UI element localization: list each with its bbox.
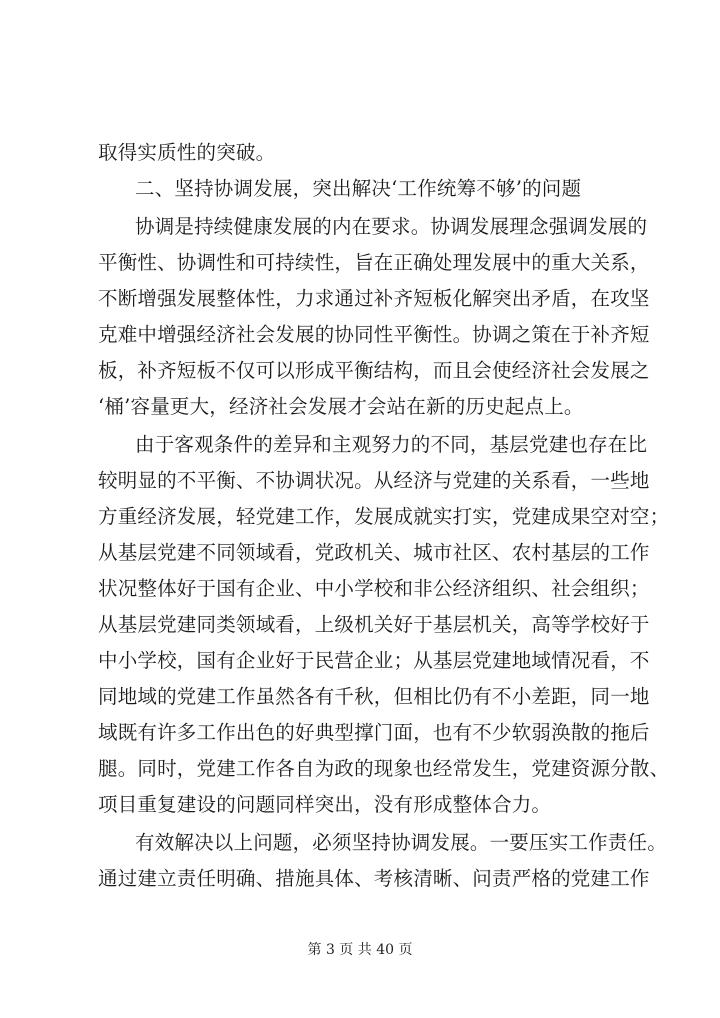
text-line: 通过建立责任明确、措施具体、考核清晰、问责严格的党建工作 — [98, 867, 650, 890]
text-line: ‘桶’容量更大，经济社会发展才会站在新的历史起点上。 — [98, 395, 584, 418]
text-line: 由于客观条件的差异和主观努力的不同，基层党建也存在比 — [135, 433, 648, 456]
section-heading: 二、坚持协调发展，突出解决‘工作统筹不够’的问题 — [135, 177, 582, 200]
text-line: 取得实质性的突破。 — [98, 141, 276, 164]
text-line: 方重经济发展，轻党建工作，发展成就实打实，党建成果空对空； — [98, 505, 670, 528]
text-line: 较明显的不平衡、不协调状况。从经济与党建的关系看，一些地 — [98, 469, 650, 492]
text-line: 克难中增强经济社会发展的协同性平衡性。协调之策在于补齐短 — [98, 323, 650, 346]
text-line: 不断增强发展整体性，力求通过补齐短板化解突出矛盾，在攻坚 — [98, 287, 650, 310]
page-number: 第 3 页 共 40 页 — [307, 942, 413, 958]
text-line: 从基层党建同类领域看，上级机关好于基层机关，高等学校好于 — [98, 613, 650, 636]
text-line: 从基层党建不同领域看，党政机关、城市社区、农村基层的工作 — [98, 541, 650, 564]
text-line: 有效解决以上问题，必须坚持协调发展。一要压实工作责任。 — [135, 831, 667, 854]
text-line: 状况整体好于国有企业、中小学校和非公经济组织、社会组织； — [98, 577, 650, 600]
text-line: 域既有许多工作出色的好典型撑门面，也有不少软弱涣散的拖后 — [98, 721, 650, 744]
text-line: 板，补齐短板不仅可以形成平衡结构，而且会使经济社会发展之 — [98, 359, 650, 382]
text-line: 协调是持续健康发展的内在要求。协调发展理念强调发展的 — [135, 215, 648, 238]
text-line: 腿。同时，党建工作各自为政的现象也经常发生，党建资源分散、 — [98, 757, 670, 780]
text-line: 中小学校，国有企业好于民营企业；从基层党建地域情况看，不 — [98, 649, 650, 672]
text-line: 平衡性、协调性和可持续性，旨在正确处理发展中的重大关系， — [98, 251, 650, 274]
text-line: 同地域的党建工作虽然各有千秋，但相比仍有不小差距，同一地 — [98, 685, 650, 708]
text-line: 项目重复建设的问题同样突出，没有形成整体合力。 — [98, 793, 552, 816]
